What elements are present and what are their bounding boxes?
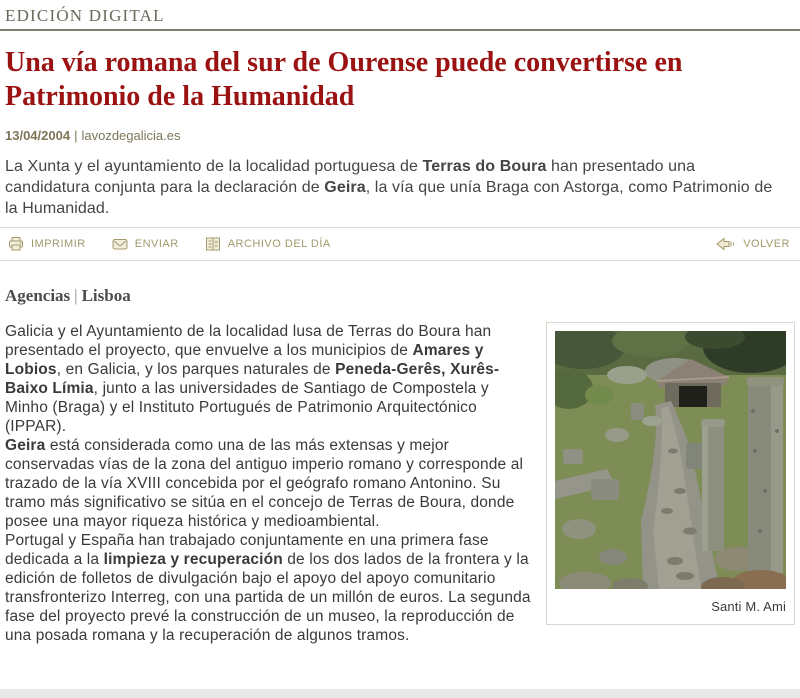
roman-road-photo bbox=[555, 331, 786, 589]
dateline-separator: | bbox=[74, 128, 78, 143]
send-label: ENVIAR bbox=[134, 238, 179, 250]
article-paragraph: Portugal y España han trabajado conjuntamente en una primera fase dedicada a la limpieza y recuperación de los dos lados de la frontera y la edición de folletos de divulgación bajo el apoyo del apoyo comunitario transfronterizo Interreg, con una partida de un millón de euros. La segunda fase del proyecto prevé la construcción de un museo, la reproducción de una posada romana y la recuperación de algunos tramos. bbox=[5, 532, 531, 644]
article-body bbox=[5, 322, 795, 645]
byline-separator: | bbox=[74, 286, 78, 305]
lead-paragraph: La Xunta y el ayuntamiento de la localidad portuguesa de Terras do Boura han presentado una candidatura conjunta para la declaración de Geira, la vía que unía Braga con Astorga, como Patrimonio de la Humanidad. bbox=[5, 158, 773, 217]
article-paragraph: Geira está considerada como una de las más extensas y mejor conservadas vías de la zona del antiguo imperio romano y corresponde al trazado de la vía XVIII concebida por el geógrafo romano Antonino. Su tramo más significativo se sitúa en el concejo de Terras de Boura, donde posee una mayor riqueza histórica y medioambiental. bbox=[5, 437, 524, 530]
headline: Una vía romana del sur de Ourense puede convertirse en Patrimonio de la Humanidad bbox=[5, 47, 683, 112]
photo-credit: Santi M. Ami bbox=[711, 599, 786, 614]
toolbar bbox=[0, 227, 800, 261]
envelope-icon bbox=[112, 236, 128, 252]
byline bbox=[5, 286, 800, 306]
site-brand: EDICIÓN DIGITAL bbox=[5, 6, 165, 25]
byline-agency: Agencias bbox=[5, 286, 71, 305]
back-label: VOLVER bbox=[743, 238, 790, 250]
back-button[interactable] bbox=[716, 237, 790, 251]
footer-bar bbox=[0, 689, 800, 698]
printer-icon bbox=[8, 236, 24, 252]
header-divider bbox=[0, 29, 800, 31]
article-paragraph: Galicia y el Ayuntamiento de la localidad lusa de Terras do Boura han presentado el proyecto, que envuelve a los municipios de Amares y Lobios, en Galicia, y los parques naturales de Peneda-Gerês, Xurês-Baixo Límia, junto a las universidades de Santiago de Compostela y Minho (Braga) y el Instituto Portugués de Patrimonio Arquitectónico (IPPAR). bbox=[5, 323, 500, 435]
send-button[interactable] bbox=[112, 236, 179, 252]
archive-label: ARCHIVO DEL DÍA bbox=[227, 238, 331, 250]
newspaper-icon bbox=[205, 236, 221, 252]
byline-location: Lisboa bbox=[81, 286, 131, 305]
print-label: IMPRIMIR bbox=[31, 238, 86, 250]
article-photo bbox=[546, 322, 795, 625]
source-site: lavozdegalicia.es bbox=[81, 128, 181, 143]
back-arrow-icon bbox=[716, 237, 736, 251]
archive-button[interactable] bbox=[205, 236, 331, 252]
dateline bbox=[5, 128, 800, 143]
publish-date: 13/04/2004 bbox=[5, 128, 71, 143]
print-button[interactable] bbox=[8, 236, 86, 252]
